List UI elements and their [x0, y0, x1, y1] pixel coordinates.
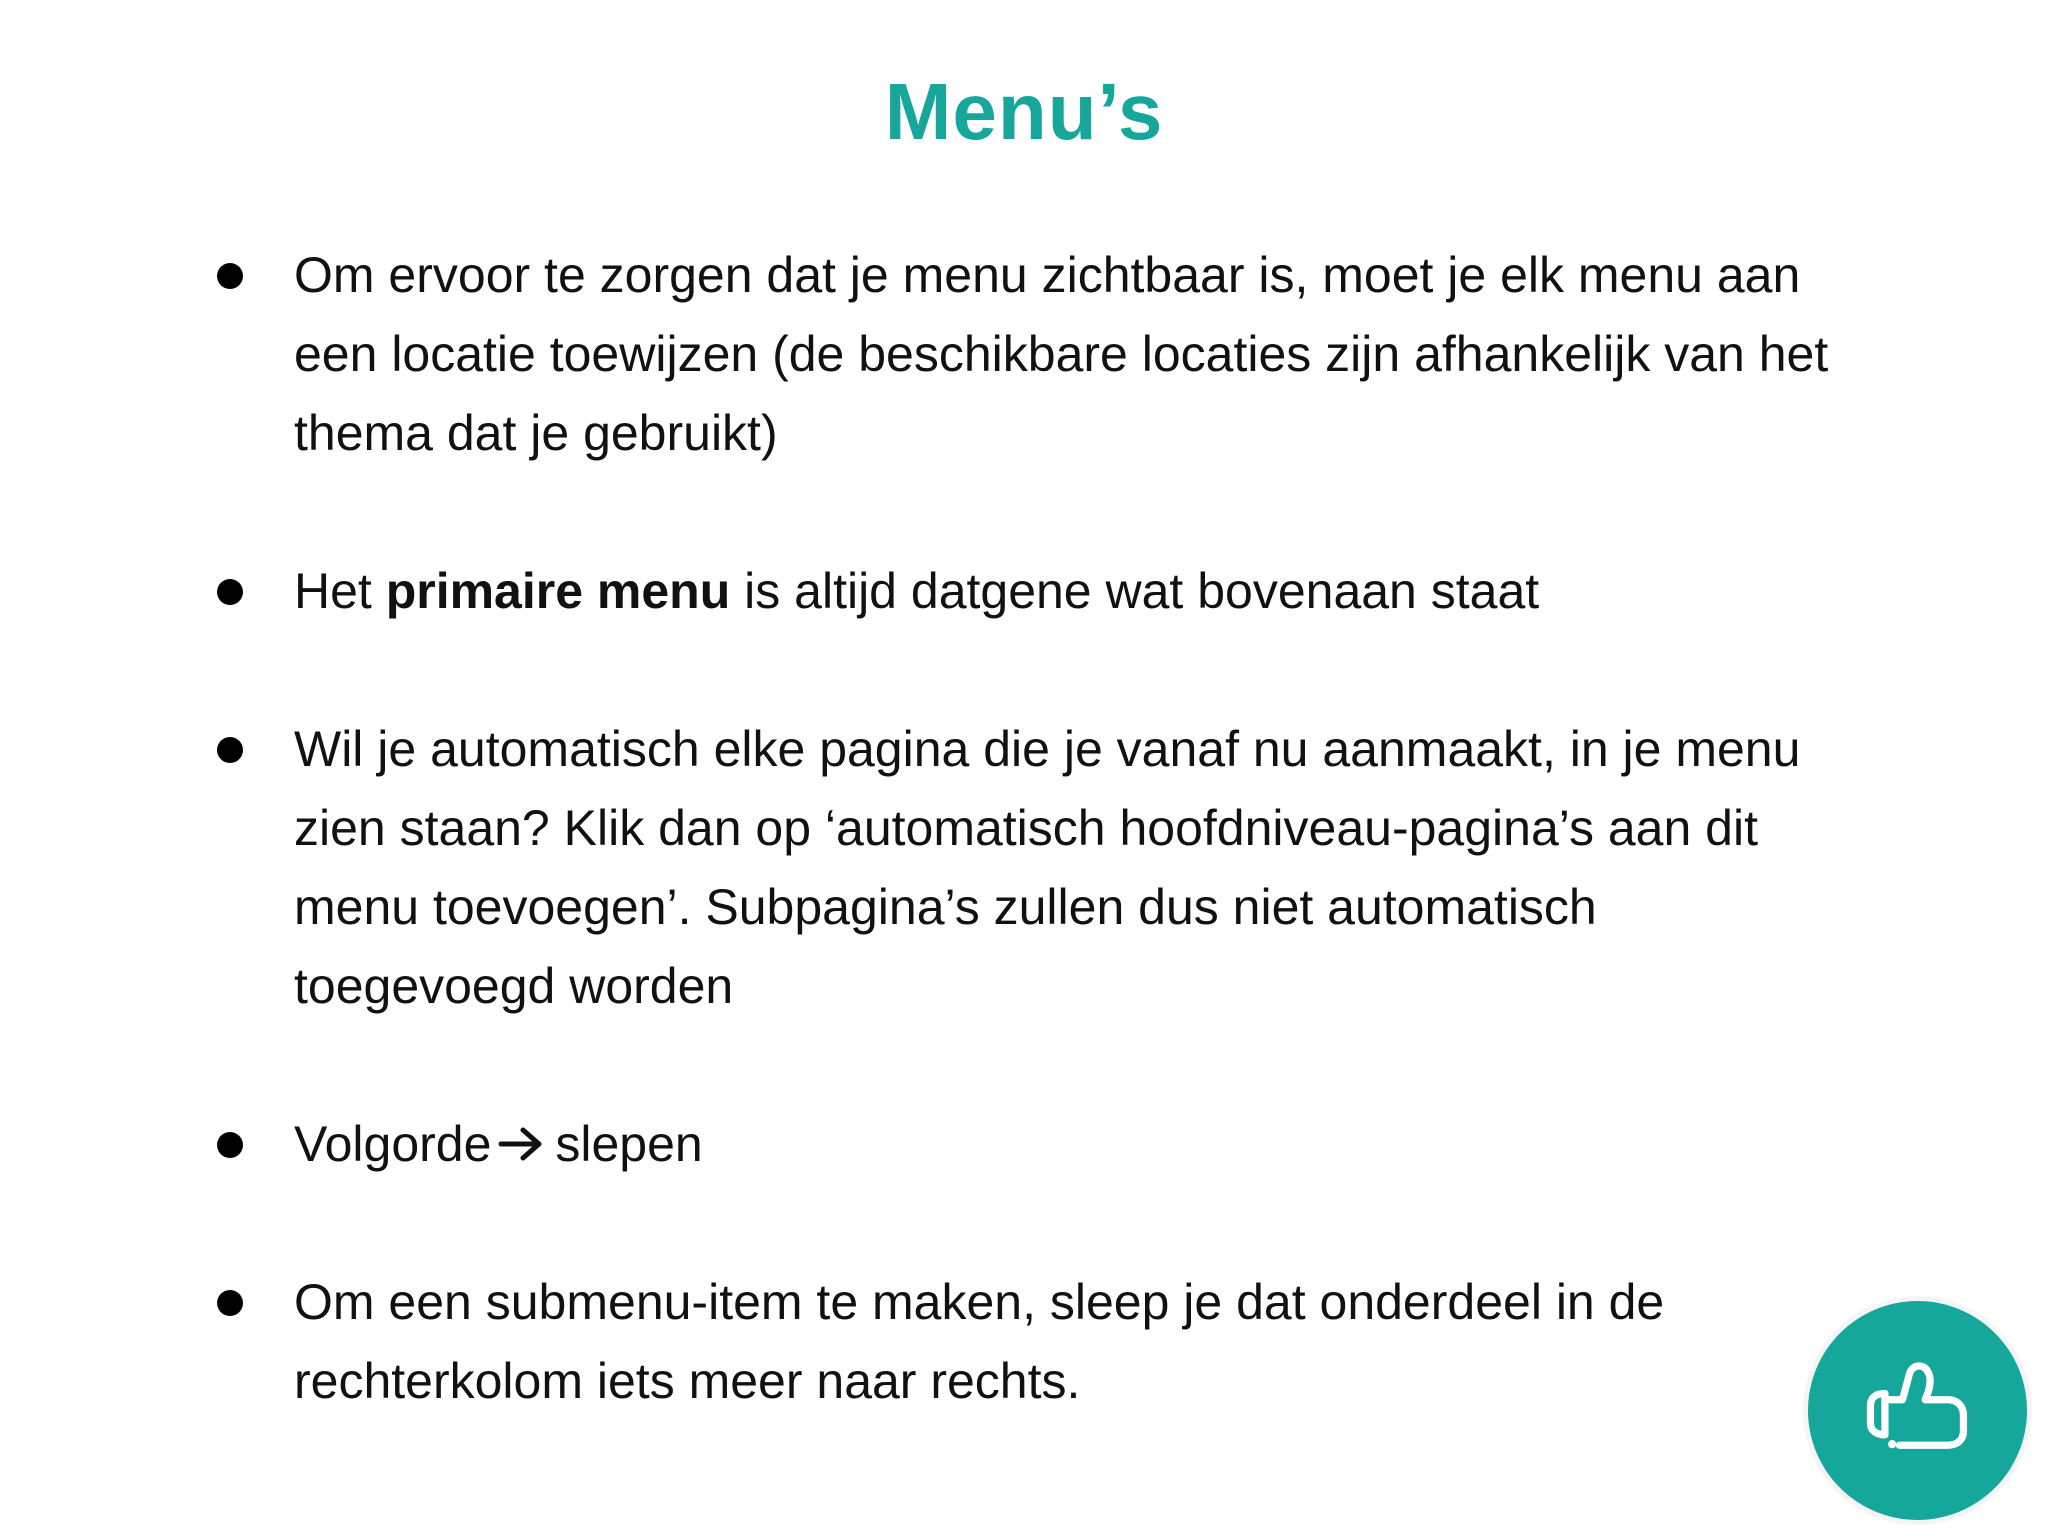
- arrow-right-icon: [497, 1124, 547, 1164]
- bullet-icon: [217, 737, 243, 763]
- bullet-item-4: [214, 1105, 1834, 1184]
- bullet-item-1: [214, 236, 1834, 473]
- bullet-text: Om ervoor te zorgen dat je menu zichtbaar is, moet je elk menu aan een locatie toewijzen (de beschikbare locaties zijn afhankelijk van het thema dat je gebruikt): [294, 247, 1829, 461]
- page-title: Menu’s: [884, 67, 1164, 156]
- bullet-icon: [217, 1132, 243, 1158]
- bullet-text: Om een submenu-item te maken, sleep je dat onderdeel in de rechterkolom iets meer naar rechts.: [294, 1274, 1665, 1409]
- bullet-bold-term: primaire menu: [385, 563, 731, 619]
- bullet-icon: [217, 263, 243, 289]
- bullet-icon: [217, 1290, 243, 1316]
- bullet-item-3: [214, 710, 1834, 1026]
- bullet-item-2: [214, 552, 1834, 631]
- bullet-icon: [217, 579, 243, 605]
- thumbs-up-icon: [1856, 1346, 1980, 1470]
- thumbs-up-badge[interactable]: [1808, 1301, 2027, 1520]
- bullet-suffix: is altijd datgene wat bovenaan staat: [730, 563, 1540, 619]
- bullet-prefix: Het: [294, 563, 386, 619]
- bullet-left-text: Volgorde: [294, 1116, 492, 1172]
- bullet-item-5: [214, 1263, 1834, 1421]
- bullet-list: [214, 236, 1834, 1421]
- bullet-text: Wil je automatisch elke pagina die je vanaf nu aanmaakt, in je menu zien staan? Klik dan op ‘automatisch hoofdniveau-pagina’s aan dit menu toevoegen’. Subpagina’s zullen dus niet automatisch toegevoegd worden: [294, 721, 1801, 1014]
- bullet-right-text: slepen: [555, 1116, 703, 1172]
